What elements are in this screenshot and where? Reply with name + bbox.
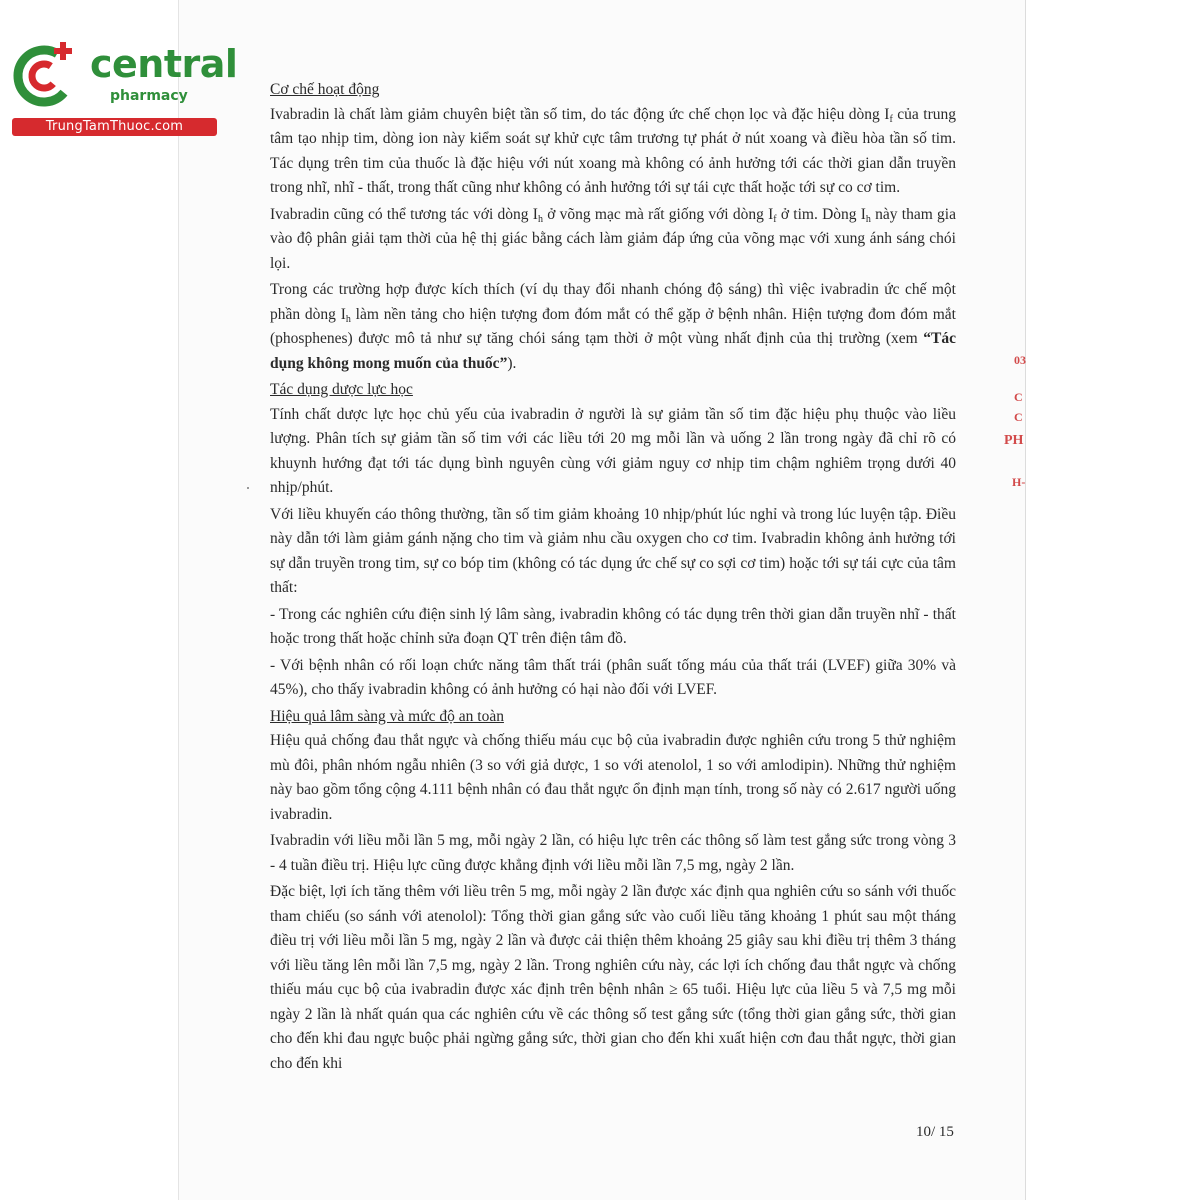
scan-speck [247,487,249,489]
logo-subtitle: pharmacy [110,88,188,104]
paragraph-mechanism-3: Trong các trường hợp được kích thích (ví dụ thay đổi nhanh chóng độ sáng) thì việc ivabradin ức chế một phần dòng $I_h$ làm nền tảng cho hiện tượng đom đóm mắt có thể gặp ở bệnh nhân. Hiện tượng đom đóm mắt (phosphenes) được mô tả như sự tăng chói sáng tạm thời ở một vùng nhất định của thị trường (xem “Tác dụng không mong muốn của thuốc”). [270,281,956,372]
page-number: 10/ 15 [916,1124,954,1140]
paragraph-clinical-2: Ivabradin với liều mỗi lần 5 mg, mỗi ngày 2 lần, có hiệu lực trên các thông số làm test gắng sức trong vòng 3 - 4 tuần điều trị. Hiệu lực cũng được khẳng định với liều mỗi lần 7,5 mg, ngày 2 lần. [270,832,956,874]
heading-clinical-efficacy: Hiệu quả lâm sàng và mức độ an toàn [270,707,504,725]
paragraph-clinical-3: Đặc biệt, lợi ích tăng thêm với liều trên 5 mg, mỗi ngày 2 lần được xác định qua nghiên cứu so sánh với thuốc tham chiếu (so sánh với atenolol): Tổng thời gian gắng sức vào cuối liều tăng khoảng 1 phút sau một tháng điều trị với liều mỗi lần 5 mg, ngày 2 lần và được cải thiện thêm khoảng 25 giây sau khi điều trị thêm 3 tháng với liều tăng lên mỗi lần 7,5 mg, ngày 2 lần. Trong nghiên cứu này, các lợi ích chống đau thắt ngực và chống thiếu máu cục bộ của ivabradin được xác định trên bệnh nhân ≥ 65 tuổi. Hiệu lực của liều 5 và 7,5 mg mỗi ngày 2 lần là nhất quán qua các nghiên cứu về các thông số test gắng sức (tổng thời gian gắng sức, thời gian cho đến khi đau ngực buộc phải ngừng gắng sức, thời gian cho đến khi xuất hiện cơn đau thắt ngực, thời gian cho đến khi [270,883,956,1072]
stamp-text-4: PH [1004,433,1024,448]
logo-name: central [90,42,238,86]
paragraph-pharmacodynamics-4: - Với bệnh nhân có rối loạn chức năng tâm thất trái (phân suất tống máu của thất trái (LVEF) giữa 30% và 45%), cho thấy ivabradin không có ảnh hưởng có hại nào đối với LVEF. [270,656,956,698]
stamp-text-3: C [1014,410,1023,424]
central-pharmacy-logo-icon [10,38,82,110]
paragraph-mechanism-1: Ivabradin là chất làm giảm chuyên biệt tần số tim, do tác động ức chế chọn lọc và đặc hiệu dòng $I_f$ của trung tâm tạo nhịp tim, dòng ion này kiểm soát sự khử cực tâm trương tự phát ở nút xoang và điều hòa tần số tim. Tác dụng trên tim của thuốc là đặc hiệu với nút xoang mà không có ảnh hưởng tới các thời gian dẫn truyền trong nhĩ, nhĩ - thất, trong thất cũng như không có ảnh hưởng tới sự tái cực thất hoặc tới sự co cơ tim. [270,105,956,196]
paragraph-clinical-1: Hiệu quả chống đau thắt ngực và chống thiếu máu cục bộ của ivabradin được nghiên cứu trong 5 thử nghiệm mù đôi, phân nhóm ngẫu nhiên (3 so với giả dược, 1 so với atenolol, 1 so với amlodipin). Những thử nghiệm này bao gồm tổng cộng 4.111 bệnh nhân có đau thắt ngực ổn định mạn tính, trong số này có 2.617 người uống ivabradin. [270,732,956,823]
paragraph-pharmacodynamics-3: - Trong các nghiên cứu điện sinh lý lâm sàng, ivabradin không có tác dụng trên thời gian dẫn truyền nhĩ - thất hoặc trong thất hoặc chỉnh sửa đoạn QT trên điện tâm đồ. [270,605,956,647]
stamp-text-1: 03 [1014,353,1026,367]
logo-url[interactable]: TrungTamThuoc.com [12,118,217,136]
stamp-text-5: H- [1012,475,1026,489]
paragraph-pharmacodynamics-1: Tính chất dược lực học chủ yếu của ivabradin ở người là sự giảm tần số tim đặc hiệu phụ thuộc vào liều lượng. Phân tích sự giảm tần số tim với các liều tới 20 mg mỗi lần và uống 2 lần trong ngày đã chỉ rõ có khuynh hướng đạt tới tác dụng bình nguyên cùng với giảm nguy cơ nhịp tim chậm nghiêm trọng dưới 40 nhịp/phút. [270,405,956,496]
red-stamp-fragment [1000,345,1030,505]
paragraph-mechanism-2: Ivabradin cũng có thể tương tác với dòng $I_h$ ở võng mạc mà rất giống với dòng $I_f$ ở tim. Dòng $I_h$ này tham gia vào độ phân giải tạm thời của hệ thị giác bằng cách làm giảm đáp ứng của võng mạc với xung ánh sáng chói lọi. [270,205,956,272]
document-body [270,78,956,1078]
pharmacy-logo[interactable] [10,38,238,138]
stamp-text-2: C [1014,390,1023,404]
heading-mechanism: Cơ chế hoạt động [270,81,380,98]
paragraph-pharmacodynamics-2: Với liều khuyến cáo thông thường, tần số tim giảm khoảng 10 nhịp/phút lúc nghỉ và trong lúc luyện tập. Điều này dẫn tới làm giảm gánh nặng cho tim và giảm nhu cầu oxygen cho cơ tim. Ivabradin không ảnh hưởng tới sự dẫn truyền trong tim, sự co bóp tim (không có tác dụng ức chế sự co sợi cơ tim) hoặc tới sự tái cực của tâm thất: [270,505,956,596]
heading-pharmacodynamics: Tác dụng dược lực học [270,381,413,398]
